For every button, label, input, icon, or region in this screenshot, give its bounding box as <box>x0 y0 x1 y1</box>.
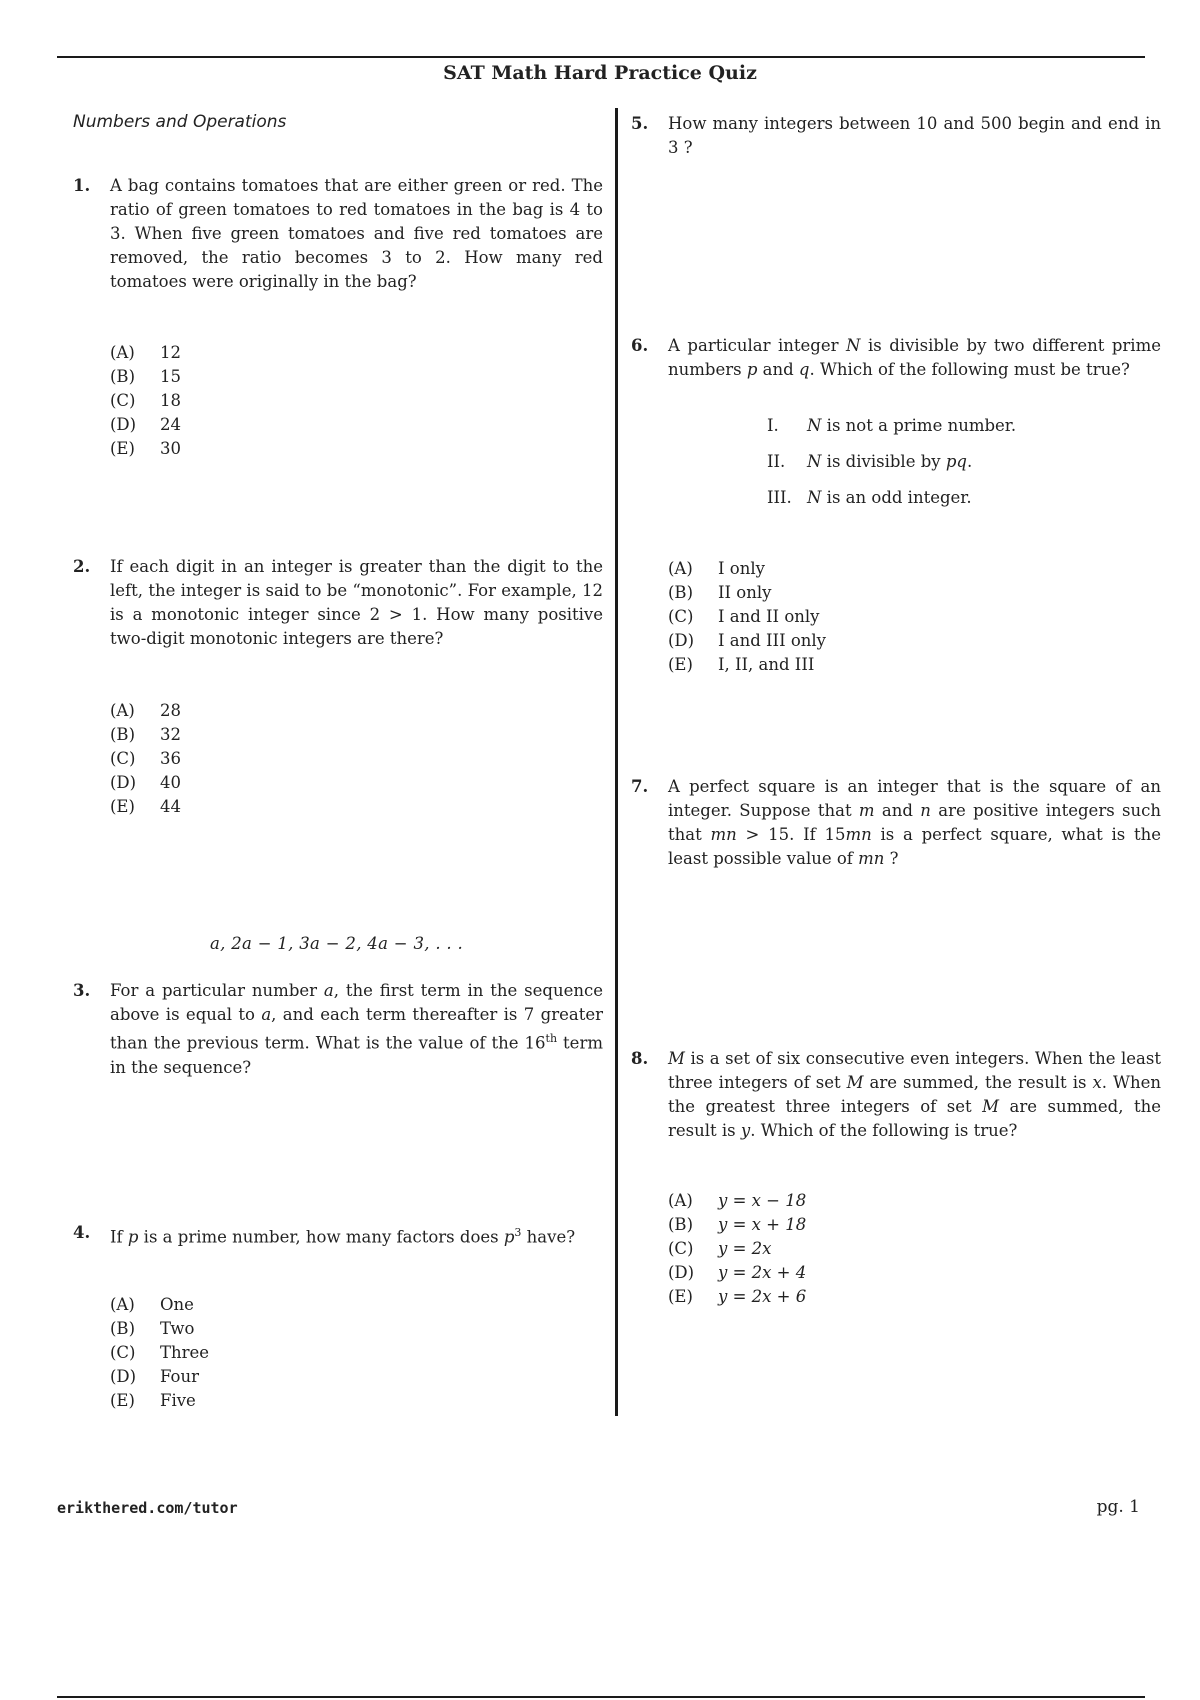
roman-statements <box>767 416 1016 524</box>
question-text: A particular integer N is divisible by two different prime numbers p and q. Which of the following must be true? <box>668 336 1161 379</box>
question-text: If p is a prime number, how many factors does $p^3$ have? <box>110 1226 576 1247</box>
question-5 <box>631 112 1161 160</box>
answer-choice: (A) y = x − 18 <box>668 1191 807 1210</box>
answer-choice: (A) 12 <box>110 343 181 362</box>
answer-choice: (C) 36 <box>110 749 181 768</box>
question-number: 8. <box>631 1049 649 1068</box>
question-text: If each digit in an integer is greater than the digit to the left, the integer is said to be “monotonic”. For example, 12 is a monotonic integer since 2 > 1. How many positive two-digit monotonic integers are there? <box>110 557 603 648</box>
question-number: 2. <box>73 557 91 576</box>
question-7 <box>631 775 1161 871</box>
answer-choice: (B) 32 <box>110 725 181 744</box>
top-rule <box>57 56 1145 58</box>
answer-choice: (B) y = x + 18 <box>668 1215 807 1234</box>
question-text: For a particular number a, the first term in the sequence above is equal to a, and each term thereafter is 7 greater than the previous term. What is the value of the 16th term in the sequence? <box>110 981 603 1077</box>
answer-choice: (D) I and III only <box>668 631 826 650</box>
question-number: 4. <box>73 1223 91 1242</box>
answer-choices-6 <box>668 557 826 677</box>
sequence-expression: a, 2a − 1, 3a − 2, 4a − 3, . . . <box>210 934 464 953</box>
answer-choice: (B) 15 <box>110 367 181 386</box>
question-text: How many integers between 10 and 500 begin and end in 3 ? <box>668 114 1161 157</box>
footer-url: erikthered.com/tutor <box>57 1499 238 1517</box>
question-number: 7. <box>631 777 649 796</box>
answer-choices-8 <box>668 1189 806 1309</box>
answer-choice: (E) 44 <box>110 797 181 816</box>
answer-choices-4 <box>110 1293 209 1413</box>
answer-choice: (C) Three <box>110 1343 210 1362</box>
answer-choice: (A) One <box>110 1295 194 1314</box>
question-text: A perfect square is an integer that is the square of an integer. Suppose that m and n are positive integers such that mn > 15. If 15mn is a perfect square, what is the least possible value of mn ? <box>668 777 1161 868</box>
page-title: SAT Math Hard Practice Quiz <box>443 62 757 84</box>
question-number: 3. <box>73 981 91 1000</box>
section-title: Numbers and Operations <box>73 112 287 132</box>
question-number: 5. <box>631 114 649 133</box>
question-1 <box>73 174 603 294</box>
answer-choice: (D) Four <box>110 1367 199 1386</box>
answer-choice: (E) Five <box>110 1391 196 1410</box>
column-divider <box>615 108 618 1416</box>
answer-choice: (D) y = 2x + 4 <box>668 1263 807 1282</box>
answer-choices-1 <box>110 341 181 461</box>
question-8 <box>631 1047 1161 1143</box>
question-2 <box>73 555 603 651</box>
answer-choice: (E) y = 2x + 6 <box>668 1287 807 1306</box>
answer-choice: (D) 24 <box>110 415 181 434</box>
question-number: 1. <box>73 176 91 195</box>
page-number: pg. 1 <box>1096 1497 1140 1517</box>
question-text: M is a set of six consecutive even integers. When the least three integers of set M are summed, the result is x. When the greatest three integers of set M are summed, the result is y. Which of the following is true? <box>668 1049 1161 1140</box>
statement: II. N is divisible by pq. <box>767 452 973 471</box>
statement: III. N is an odd integer. <box>767 488 972 507</box>
answer-choice: (B) II only <box>668 583 772 602</box>
bottom-rule <box>57 1696 1145 1698</box>
answer-choice: (A) 28 <box>110 701 181 720</box>
question-number: 6. <box>631 336 649 355</box>
question-6 <box>631 334 1161 382</box>
answer-choice: (B) Two <box>110 1319 195 1338</box>
answer-choice: (A) I only <box>668 559 765 578</box>
answer-choice: (C) I and II only <box>668 607 820 626</box>
question-4 <box>73 1221 613 1250</box>
answer-choices-2 <box>110 699 181 819</box>
question-3 <box>73 979 603 1080</box>
answer-choice: (D) 40 <box>110 773 181 792</box>
statement: I. N is not a prime number. <box>767 416 1017 435</box>
answer-choice: (E) 30 <box>110 439 181 458</box>
question-text: A bag contains tomatoes that are either green or red. The ratio of green tomatoes to red tomatoes in the bag is 4 to 3. When five green tomatoes and five red tomatoes are removed, the ratio becomes 3 to 2. How many red tomatoes were originally in the bag? <box>110 176 603 291</box>
answer-choice: (C) 18 <box>110 391 181 410</box>
answer-choice: (C) y = 2x <box>668 1239 772 1258</box>
answer-choice: (E) I, II, and III <box>668 655 815 674</box>
